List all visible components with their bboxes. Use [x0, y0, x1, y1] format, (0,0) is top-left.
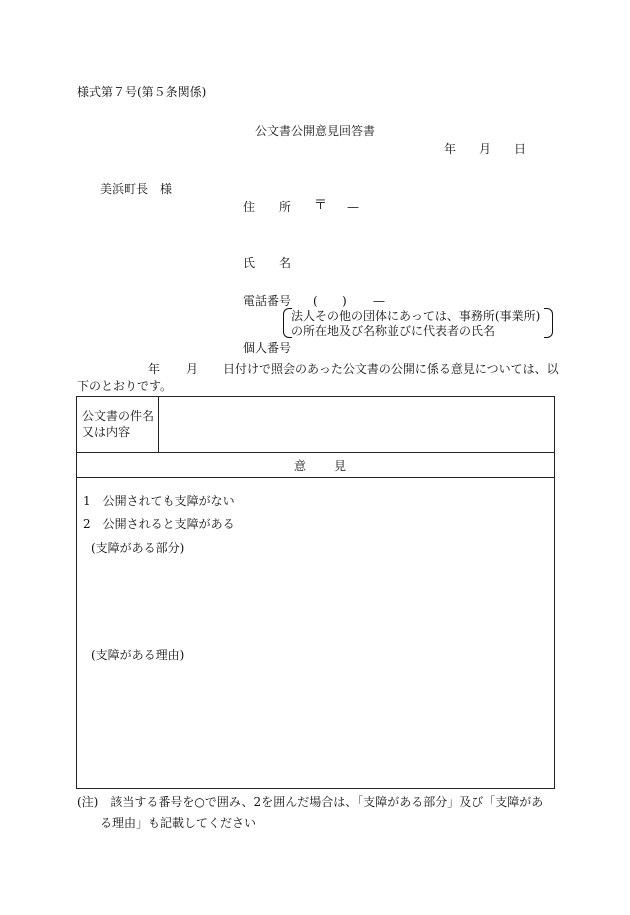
- name-label: 氏: [243, 256, 256, 270]
- hindrance-part-label: (支障がある部分): [91, 541, 185, 555]
- corporate-note-line-2: の所在地及び名称並びに代表者の氏名: [291, 324, 496, 338]
- opinion-header-row: [77, 453, 554, 478]
- body-text-line-2: 下のとおりです。: [77, 379, 173, 393]
- option-hindrance: 2 公開されると支障がある: [83, 517, 235, 531]
- addressee: 美浜町長 様: [100, 182, 173, 196]
- subject-label-cell: [77, 397, 159, 452]
- subject-label-line-1: 公文書の件名: [82, 409, 155, 423]
- personal-number-label: 個人番号: [243, 341, 292, 355]
- address-label: 住: [243, 200, 256, 214]
- opinion-header-char-1: 意: [294, 459, 307, 473]
- phone-paren-open: (: [313, 294, 318, 308]
- phone-paren-close: ): [342, 294, 347, 308]
- body-year-label: 年: [148, 362, 161, 376]
- opinion-table: [76, 396, 555, 789]
- phone-dash: —: [373, 294, 385, 308]
- body-text-line-1: 日付けで照会のあった公文書の公開に係る意見については、以: [223, 362, 559, 376]
- form-number: 様式第７号(第５条関係): [77, 85, 207, 99]
- subject-row: [77, 397, 554, 453]
- corporate-note: [283, 308, 553, 338]
- option-no-hindrance: 1 公開されても支障がない: [83, 494, 235, 508]
- date-day-label: 日: [514, 142, 527, 156]
- document-title: 公文書公開意見回答書: [255, 124, 376, 138]
- postal-mark-icon: 〒: [314, 198, 328, 213]
- address-dash: —: [347, 200, 359, 214]
- date-month-label: 月: [479, 142, 492, 156]
- phone-label: 電話番号: [243, 294, 292, 308]
- name-label-2: 名: [279, 256, 292, 270]
- subject-label-line-2: 又は内容: [82, 425, 131, 439]
- note-line-2: る理由」も記載してください: [100, 816, 257, 830]
- hindrance-reason-label: (支障がある理由): [91, 648, 185, 662]
- opinion-header-char-2: 見: [334, 459, 347, 473]
- address-label-2: 所: [279, 200, 292, 214]
- corporate-note-line-1: 法人その他の団体にあっては、事務所(事業所): [291, 309, 541, 323]
- date-year-label: 年: [444, 142, 457, 156]
- right-brace-icon: [544, 308, 553, 338]
- body-month-label: 月: [186, 362, 199, 376]
- note-line-1: (注) 該当する番号を○で囲み、2を囲んだ場合は、「支障がある部分」及び「支障があ: [77, 795, 544, 809]
